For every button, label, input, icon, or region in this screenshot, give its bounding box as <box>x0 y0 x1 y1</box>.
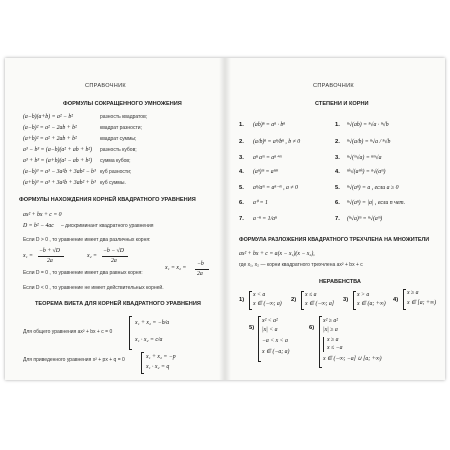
case-equal-roots: Если D = 0 , то уравнение имеет два равных корня: <box>23 270 143 276</box>
item-number: 1. <box>335 122 340 128</box>
vieta-general-product: x₁ · x₂ = c/a <box>135 337 163 343</box>
inequality-solution: x ∈ (a; +∞) <box>357 301 386 307</box>
vieta-reduced-product: x₁ · x₂ = q <box>146 364 170 370</box>
open-book <box>5 58 445 380</box>
left-page <box>5 58 226 380</box>
item-number: 6. <box>239 200 244 206</box>
inequality-line: −a < x < a <box>262 338 288 344</box>
inequality-line: x ≥ a <box>407 290 419 296</box>
inequality-solution: x ∈ (−∞; a) <box>253 301 282 307</box>
fsu-formula: (a+b)³ = a³ + 3a²b + 3ab² + b³ <box>23 180 96 186</box>
inequality-line: |x| < a <box>262 327 278 333</box>
item-number: 6) <box>309 325 315 331</box>
item-number: 2. <box>239 139 244 145</box>
inequality-line: x ≤ −a <box>327 345 343 351</box>
root-x2-numerator: −b − √D <box>103 248 124 254</box>
item-number: 4) <box>393 297 399 303</box>
inequality-solution: x ∈ (−∞; −a] ∪ [a; +∞) <box>323 356 382 362</box>
section-title-fsu: ФОРМУЛЫ СОКРАЩЕННОГО УМНОЖЕНИЯ <box>63 101 182 107</box>
power-rule: (aⁿ)ᵐ = aⁿᵐ <box>253 169 278 175</box>
fsu-desc: квадрат суммы; <box>100 136 137 142</box>
section-title-factorization: ФОРМУЛА РАЗЛОЖЕНИЯ КВАДРАТНОГО ТРЕХЧЛЕНА НА МНОЖИТЕЛИ <box>239 237 430 243</box>
discriminant-formula: D = b² − 4ac <box>23 223 54 229</box>
vieta-general-sum: x₁ + x₂ = −b/a <box>135 320 170 326</box>
page-header: СПРАВОЧНИК <box>313 83 354 89</box>
item-number: 5. <box>335 185 340 191</box>
union-bracket <box>323 337 326 352</box>
fsu-formula: (a−b)² = a² − 2ab + b² <box>23 125 77 131</box>
power-rule: a⁻ⁿ = 1/aⁿ <box>253 216 277 222</box>
fsu-formula: a³ − b³ = (a−b)(a² + ab + b²) <box>23 147 93 153</box>
item-number: 2) <box>291 297 297 303</box>
inequality-line: x² < a² <box>262 318 278 324</box>
item-number: 5) <box>249 325 255 331</box>
system-brace <box>319 316 322 368</box>
item-number: 5. <box>239 185 244 191</box>
root-x1-denominator: 2a <box>47 258 53 264</box>
fsu-formula: (a−b)(a+b) = a² − b² <box>23 114 74 120</box>
fsu-formula: (a+b)² = a² + 2ab + b² <box>23 136 77 142</box>
vieta-reduced-sum: x₁ + x₂ = −p <box>146 354 176 360</box>
system-brace <box>403 289 406 310</box>
item-number: 6. <box>335 200 340 206</box>
system-brace <box>353 291 356 310</box>
equal-root-denominator: 2a <box>197 271 203 277</box>
system-brace <box>301 291 304 310</box>
vieta-reduced-label: Для приведенного уравнения x² + px + q = 0 <box>23 357 125 363</box>
root-rule: ⁿᵏ√(aᵐᵏ) = ⁿ√(aᵐ) <box>347 169 386 175</box>
fraction-bar <box>102 256 128 257</box>
section-title-quadratic-roots: ФОРМУЛЫ НАХОЖДЕНИЯ КОРНЕЙ КВАДРАТНОГО УРАВНЕНИЯ <box>19 197 196 203</box>
fsu-formula: a³ + b³ = (a+b)(a² − ab + b²) <box>23 158 93 164</box>
power-rule: (ab)ⁿ = aⁿ · bⁿ <box>253 122 286 128</box>
item-number: 7. <box>335 216 340 222</box>
fsu-desc: разность кубов; <box>100 147 137 153</box>
equal-root-numerator: −b <box>197 261 204 267</box>
inequality-line: x² ≥ a² <box>323 318 339 324</box>
fsu-desc: куб разности; <box>100 169 132 175</box>
section-title-inequalities: НЕРАВЕНСТВА <box>319 279 361 285</box>
fsu-formula: (a−b)³ = a³ − 3a²b + 3ab² − b³ <box>23 169 96 175</box>
fsu-desc: квадрат разности; <box>100 125 142 131</box>
root-x2-denominator: 2a <box>111 258 117 264</box>
fraction-bar <box>195 269 209 270</box>
item-number: 1. <box>239 122 244 128</box>
vieta-general-label: Для общего уравнения ax² + bx + c = 0 <box>23 329 113 335</box>
page-header: СПРАВОЧНИК <box>85 83 126 89</box>
item-number: 7. <box>239 216 244 222</box>
fsu-desc: куб суммы. <box>100 180 126 186</box>
root-rule: ⁿ√(aⁿ) = |a| , если n чет. <box>347 200 406 206</box>
system-brace <box>129 316 132 350</box>
inequality-solution: x ∈ [a; +∞) <box>407 300 437 306</box>
section-title-powers-roots: СТЕПЕНИ И КОРНИ <box>315 101 369 107</box>
power-rule: a⁰ = 1 <box>253 200 268 206</box>
item-number: 4. <box>335 169 340 175</box>
system-brace <box>249 291 252 310</box>
inequality-solution: x ∈ (−a; a) <box>262 349 290 355</box>
system-brace <box>141 352 144 374</box>
book-gutter <box>219 58 231 380</box>
power-rule: aⁿ aᵐ = aⁿ⁺ᵐ <box>253 155 282 161</box>
quadratic-equation: ax² + bx + c = 0 <box>23 212 62 218</box>
item-number: 3. <box>239 155 244 161</box>
root-x1-numerator: −b + √D <box>39 248 60 254</box>
system-brace <box>258 316 261 362</box>
root-x2-label: x₂ = <box>87 253 97 259</box>
item-number: 4. <box>239 169 244 175</box>
power-rule: (a/b)ⁿ = aⁿ/bⁿ , b ≠ 0 <box>253 139 301 145</box>
case-no-roots: Если D < 0 , то уравнение не имеет действительных корней. <box>23 285 164 291</box>
inequality-line: x > a <box>357 292 370 298</box>
fsu-desc: разность квадратов; <box>100 114 148 120</box>
root-rule: ⁿ√(aⁿ) = a , если a ≥ 0 <box>347 185 399 191</box>
item-number: 1) <box>239 297 245 303</box>
inequality-line: |x| ≥ a <box>323 327 338 333</box>
root-rule: ⁿ√(ᵐ√a) = ⁿᵐ√a <box>347 155 382 161</box>
fsu-desc: сумма кубов; <box>100 158 131 164</box>
section-title-vieta: ТЕОРЕМА ВИЕТА ДЛЯ КОРНЕЙ КВАДРАТНОГО УРАВНЕНИЯ <box>35 301 201 307</box>
item-number: 2. <box>335 139 340 145</box>
inequality-line: x ≥ a <box>327 337 339 343</box>
case-two-roots: Если D > 0 , то уравнение имеет два различных корня: <box>23 237 151 243</box>
root-rule: ⁿ√(ab) = ⁿ√a · ⁿ√b <box>347 122 389 128</box>
inequality-line: x < a <box>253 292 266 298</box>
power-rule: aⁿ/aᵐ = aⁿ⁻ᵐ , a ≠ 0 <box>253 185 298 191</box>
factorization-formula: ax² + bx + c = a(x − x₁)(x − x₂), <box>239 251 315 257</box>
equal-roots-label: x₁ = x₂ = <box>165 265 187 271</box>
right-page <box>225 58 445 380</box>
factorization-description: где x₁, x₂ — корни квадратного трехчлена ax² + bx + c <box>239 262 363 268</box>
item-number: 3) <box>343 297 349 303</box>
inequality-line: x ≤ a <box>305 292 317 298</box>
root-rule: ⁿ√(a/b) = ⁿ√a / ⁿ√b <box>347 139 391 145</box>
discriminant-description: – дискриминант квадратного уравнения <box>61 223 154 229</box>
inequality-solution: x ∈ (−∞; a] <box>305 301 335 307</box>
item-number: 3. <box>335 155 340 161</box>
root-rule: (ⁿ√a)ᵐ = ⁿ√(aᵐ) <box>347 216 383 222</box>
root-x1-label: x₁ = <box>23 253 33 259</box>
fraction-bar <box>38 256 64 257</box>
